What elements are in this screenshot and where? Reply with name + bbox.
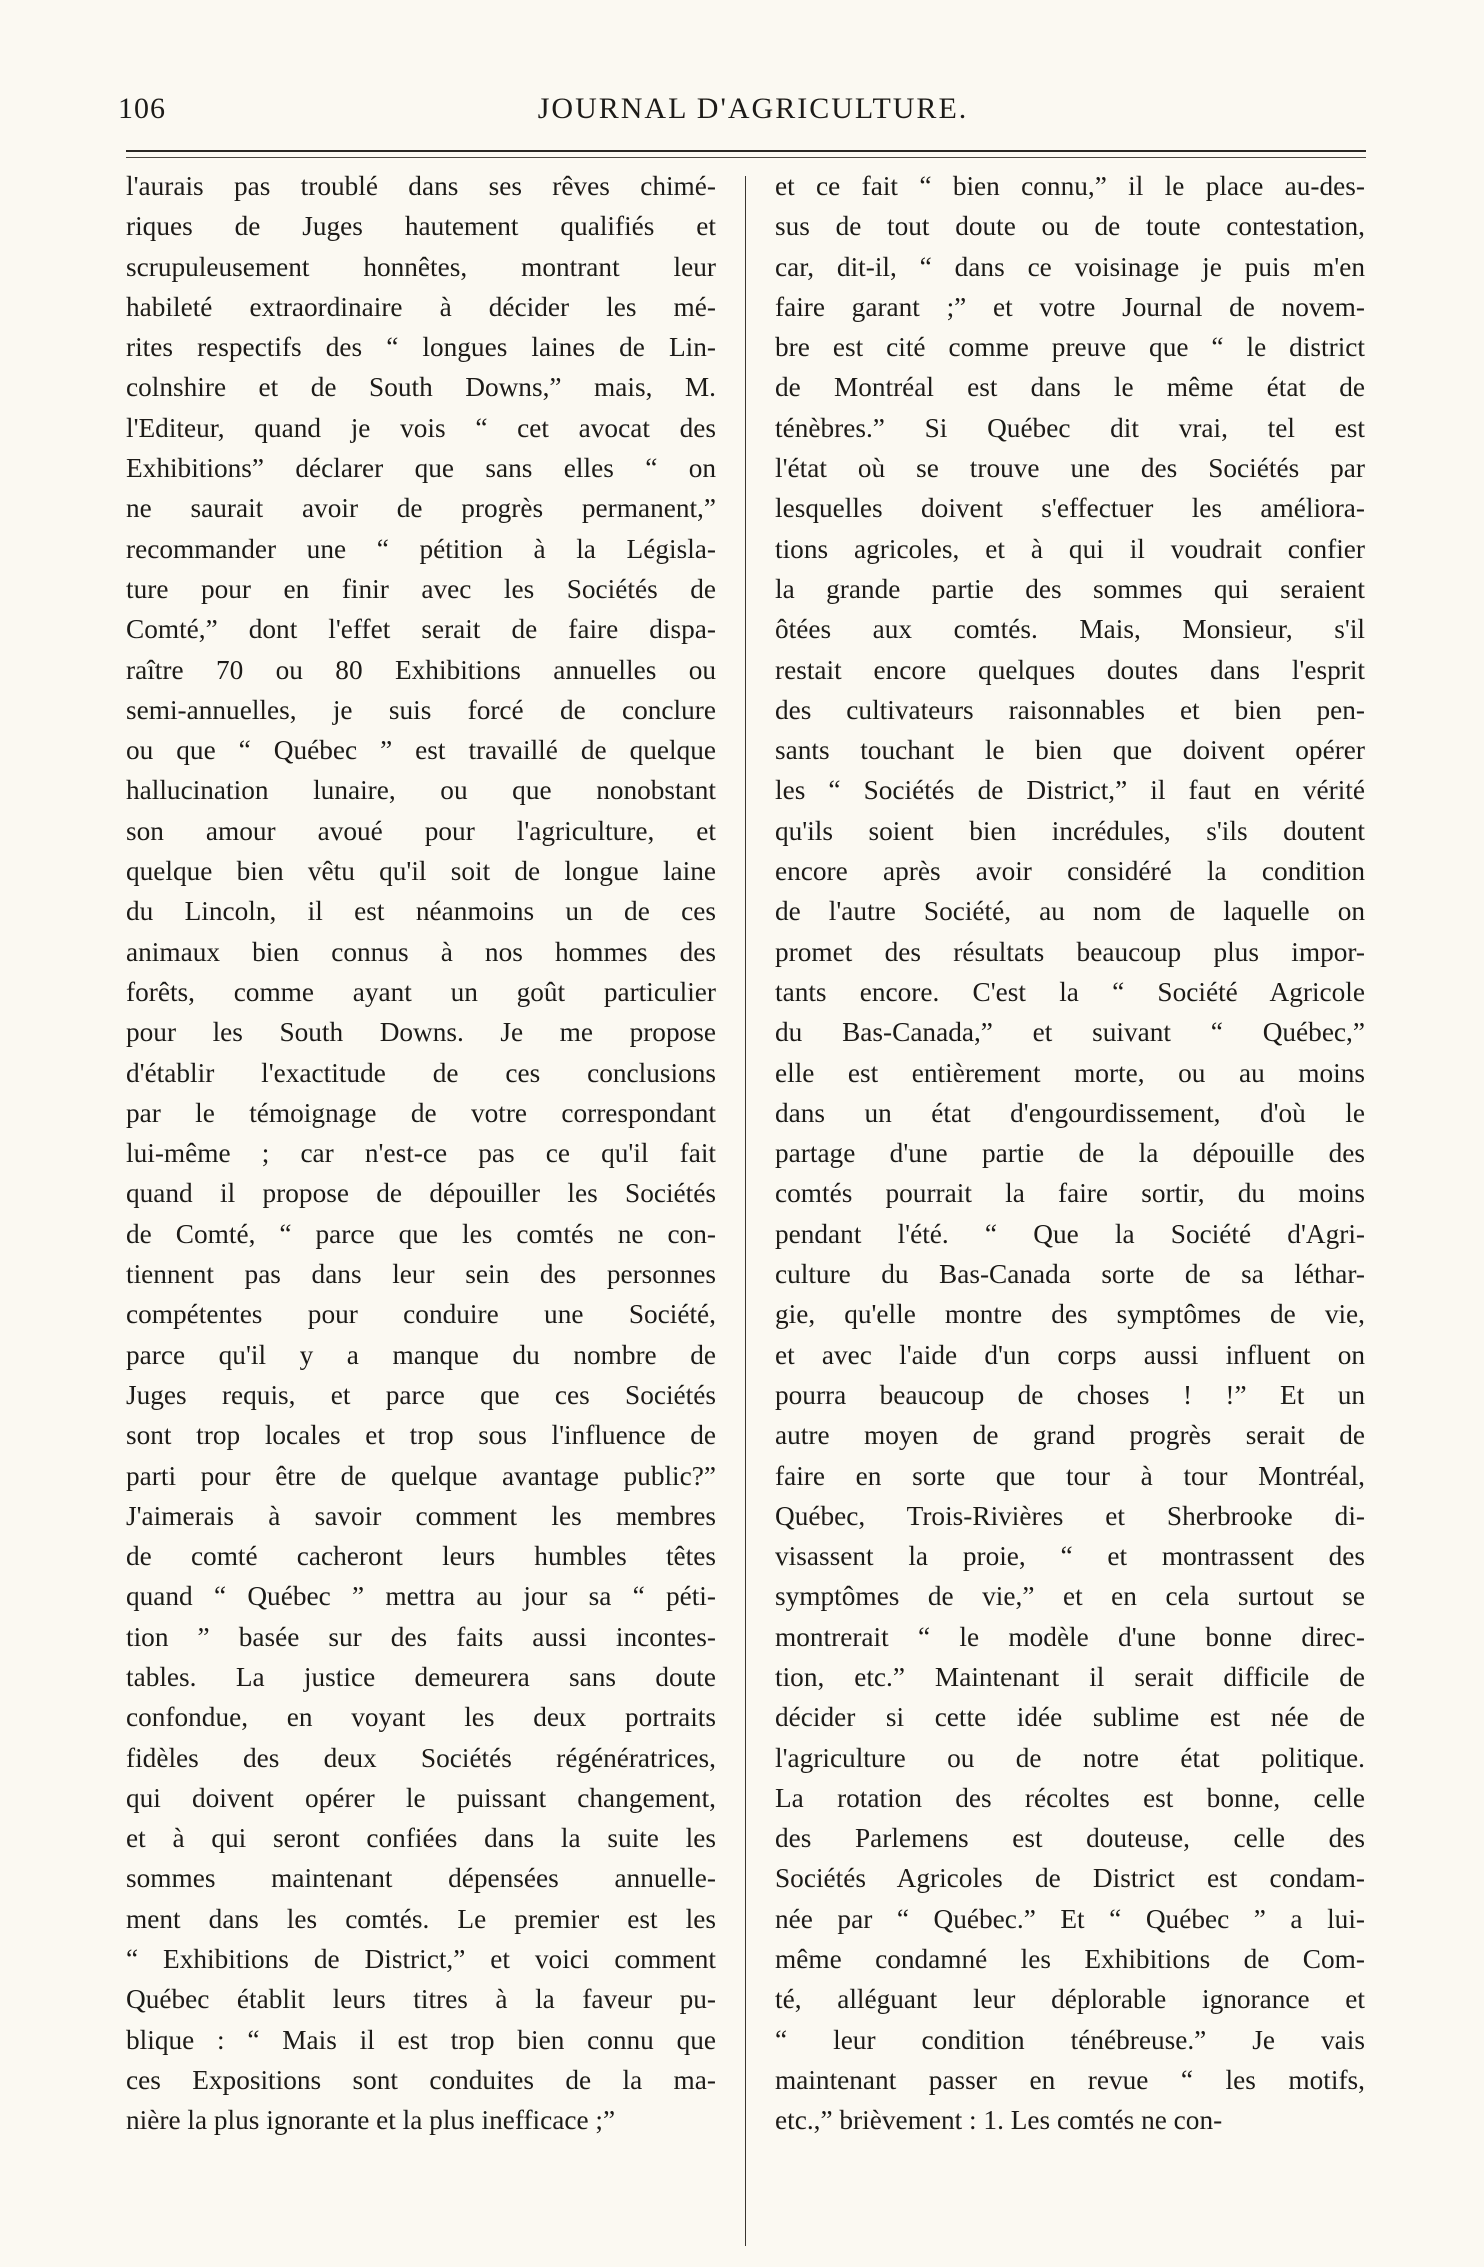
text-line: Exhibitions” déclarer que sans elles “ on — [126, 453, 716, 484]
text-line: née par “ Québec.” Et “ Québec ” a lui- — [775, 1903, 1365, 1934]
text-line: etc.,” brièvement : 1. Les comtés ne con- — [775, 2105, 1223, 2136]
page-number: 106 — [118, 92, 166, 125]
text-line: parti pour être de quelque avantage public?” — [126, 1460, 716, 1491]
text-line: quand “ Québec ” mettra au jour sa “ péti- — [126, 1581, 716, 1612]
text-line: l'agriculture ou de notre état politique. — [775, 1742, 1365, 1773]
text-line: tions agricoles, et à qui il voudrait confier — [775, 533, 1365, 564]
text-line: raître 70 ou 80 Exhibitions annuelles ou — [126, 654, 716, 685]
text-line: compétentes pour conduire une Société, — [126, 1299, 716, 1330]
text-line: décider si cette idée sublime est née de — [775, 1702, 1365, 1733]
text-line: de Comté, “ parce que les comtés ne con- — [126, 1218, 716, 1249]
text-line: colnshire et de South Downs,” mais, M. — [126, 372, 716, 403]
text-line: symptômes de vie,” et en cela surtout se — [775, 1581, 1365, 1612]
text-line: du Lincoln, il est néanmoins un de ces — [126, 896, 716, 927]
text-line: ou que “ Québec ” est travaillé de quelque — [126, 735, 716, 766]
text-line: confondue, en voyant les deux portraits — [126, 1702, 716, 1733]
text-line: tion, etc.” Maintenant il serait difficile de — [775, 1661, 1365, 1692]
text-line: ténèbres.” Si Québec dit vrai, tel est — [775, 412, 1365, 443]
running-title: JOURNAL D'AGRICULTURE. — [537, 92, 969, 125]
text-line: té, alléguant leur déplorable ignorance et — [775, 1984, 1365, 2015]
text-line: restait encore quelques doutes dans l'esprit — [775, 654, 1365, 685]
text-line: sants touchant le bien que doivent opérer — [775, 735, 1365, 766]
text-line: scrupuleusement honnêtes, montrant leur — [126, 251, 716, 282]
text-line: et à qui seront confiées dans la suite les — [126, 1823, 716, 1854]
text-line: La rotation des récoltes est bonne, celle — [775, 1782, 1365, 1813]
text-line: quelque bien vêtu qu'il soit de longue laine — [126, 856, 716, 887]
text-line: d'établir l'exactitude de ces conclusions — [126, 1057, 716, 1088]
text-line: fidèles des deux Sociétés régénératrices, — [126, 1742, 716, 1773]
text-line: qu'ils soient bien incrédules, s'ils doutent — [775, 815, 1365, 846]
text-line: culture du Bas-Canada sorte de sa léthar- — [775, 1259, 1365, 1290]
header-rule-thin — [126, 157, 1366, 158]
text-line: visassent la proie, “ et montrassent des — [775, 1541, 1365, 1572]
text-line: J'aimerais à savoir comment les membres — [126, 1500, 716, 1531]
text-line: lui-même ; car n'est-ce pas ce qu'il fait — [126, 1138, 716, 1169]
text-line: dans un état d'engourdissement, d'où le — [775, 1097, 1365, 1128]
right-column — [775, 166, 1365, 2141]
text-line: Sociétés Agricoles de District est condam- — [775, 1863, 1365, 1894]
text-line: par le témoignage de votre correspondant — [126, 1097, 716, 1128]
text-line: bre est cité comme preuve que “ le district — [775, 332, 1365, 363]
text-line: autre moyen de grand progrès serait de — [775, 1420, 1365, 1451]
text-line: l'Editeur, quand je vois “ cet avocat des — [126, 412, 716, 443]
text-line: pendant l'été. “ Que la Société d'Agri- — [775, 1218, 1365, 1249]
text-line: blique : “ Mais il est trop bien connu que — [126, 2024, 716, 2055]
text-line: Comté,” dont l'effet serait de faire dispa- — [126, 614, 716, 645]
text-line: habileté extraordinaire à décider les mé- — [126, 291, 716, 322]
text-line: et ce fait “ bien connu,” il le place au-des- — [775, 171, 1365, 201]
text-line: des cultivateurs raisonnables et bien pen- — [775, 694, 1365, 725]
text-line: semi-annuelles, je suis forcé de conclure — [126, 694, 716, 725]
text-line: pour les South Downs. Je me propose — [126, 1017, 716, 1048]
text-line: de l'autre Société, au nom de laquelle on — [775, 896, 1365, 927]
text-line: “ leur condition ténébreuse.” Je vais — [775, 2024, 1365, 2055]
text-line: lesquelles doivent s'effectuer les améliora- — [775, 493, 1365, 524]
text-line: faire garant ;” et votre Journal de novem- — [775, 291, 1365, 322]
left-column — [126, 166, 716, 2141]
text-line: encore après avoir considéré la condition — [775, 856, 1365, 887]
text-line: du Bas-Canada,” et suivant “ Québec,” — [775, 1017, 1365, 1048]
text-line: hallucination lunaire, ou que nonobstant — [126, 775, 716, 806]
text-line: forêts, comme ayant un goût particulier — [126, 976, 716, 1007]
text-line: riques de Juges hautement qualifiés et — [126, 211, 716, 242]
text-line: parce qu'il y a manque du nombre de — [126, 1339, 716, 1370]
text-line: partage d'une partie de la dépouille des — [775, 1138, 1365, 1169]
text-line: Juges requis, et parce que ces Sociétés — [126, 1379, 716, 1410]
text-line: car, dit-il, “ dans ce voisinage je puis m'en — [775, 251, 1365, 282]
text-line: gie, qu'elle montre des symptômes de vie, — [775, 1299, 1365, 1330]
text-line: de comté cacheront leurs humbles têtes — [126, 1541, 716, 1572]
text-line: recommander une “ pétition à la Législa- — [126, 533, 716, 564]
text-line: ces Expositions sont conduites de la ma- — [126, 2064, 716, 2095]
text-line: quand il propose de dépouiller les Sociétés — [126, 1178, 716, 1209]
text-line: et avec l'aide d'un corps aussi influent on — [775, 1339, 1365, 1370]
text-line: faire en sorte que tour à tour Montréal, — [775, 1460, 1365, 1491]
text-line: l'aurais pas troublé dans ses rêves chimé- — [126, 171, 716, 201]
text-line: Québec, Trois-Rivières et Sherbrooke di- — [775, 1500, 1365, 1531]
text-line: maintenant passer en revue “ les motifs, — [775, 2064, 1365, 2095]
text-line: sus de tout doute ou de toute contestation, — [775, 211, 1365, 242]
text-line: promet des résultats beaucoup plus impor- — [775, 936, 1365, 967]
text-line: sont trop locales et trop sous l'influence de — [126, 1420, 716, 1451]
text-line: montrerait “ le modèle d'une bonne direc- — [775, 1621, 1365, 1652]
text-line: comtés pourrait la faire sortir, du moins — [775, 1178, 1365, 1209]
text-line: ment dans les comtés. Le premier est les — [126, 1903, 716, 1934]
text-line: tion ” basée sur des faits aussi incontes- — [126, 1621, 716, 1652]
text-line: “ Exhibitions de District,” et voici comment — [126, 1944, 716, 1975]
column-divider — [745, 176, 746, 2246]
text-line: l'état où se trouve une des Sociétés par — [775, 453, 1365, 484]
text-line: ôtées aux comtés. Mais, Monsieur, s'il — [775, 614, 1365, 645]
text-line: tables. La justice demeurera sans doute — [126, 1661, 716, 1692]
text-line: pourra beaucoup de choses ! !” Et un — [775, 1379, 1365, 1410]
text-line: ture pour en finir avec les Sociétés de — [126, 573, 716, 604]
header-rule — [126, 150, 1366, 152]
text-line: son amour avoué pour l'agriculture, et — [126, 815, 716, 846]
text-line: tants encore. C'est la “ Société Agricole — [775, 976, 1365, 1007]
text-line: tiennent pas dans leur sein des personnes — [126, 1259, 716, 1290]
text-line: rites respectifs des “ longues laines de Lin- — [126, 332, 716, 363]
text-line: elle est entièrement morte, ou au moins — [775, 1057, 1365, 1088]
text-line: qui doivent opérer le puissant changement, — [126, 1782, 716, 1813]
text-line: même condamné les Exhibitions de Com- — [775, 1944, 1365, 1975]
text-line: ne saurait avoir de progrès permanent,” — [126, 493, 716, 524]
text-line: sommes maintenant dépensées annuelle- — [126, 1863, 716, 1894]
text-line: nière la plus ignorante et la plus inefficace ;” — [126, 2105, 616, 2136]
text-line: de Montréal est dans le même état de — [775, 372, 1365, 403]
text-line: des Parlemens est douteuse, celle des — [775, 1823, 1365, 1854]
text-line: la grande partie des sommes qui seraient — [775, 573, 1365, 604]
text-line: animaux bien connus à nos hommes des — [126, 936, 716, 967]
page-header — [118, 86, 1368, 146]
text-line: les “ Sociétés de District,” il faut en vérité — [775, 775, 1365, 806]
text-line: Québec établit leurs titres à la faveur pu- — [126, 1984, 716, 2015]
